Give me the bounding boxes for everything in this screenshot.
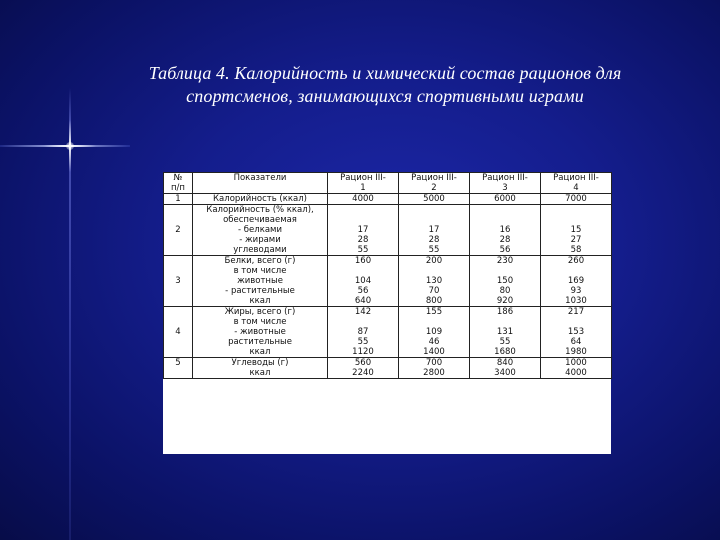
header-ration-cell bbox=[470, 173, 541, 194]
cell-line: 93 bbox=[570, 286, 582, 296]
cell-line: Показатели bbox=[233, 173, 287, 183]
value-cell bbox=[470, 194, 541, 205]
cell-line: 28 bbox=[499, 235, 511, 245]
value-cell bbox=[399, 194, 470, 205]
cell-line: Жиры, всего (г) bbox=[224, 307, 296, 317]
cell-line: Рацион III- bbox=[411, 173, 457, 183]
cell-line: 64 bbox=[570, 337, 582, 347]
cell-line: 80 bbox=[499, 286, 511, 296]
cell-line: ккал bbox=[249, 347, 271, 357]
indicator-cell bbox=[193, 194, 328, 205]
cell-line: Рацион III- bbox=[482, 173, 528, 183]
cell-line bbox=[164, 307, 192, 317]
row-number-cell bbox=[164, 256, 193, 307]
cell-line bbox=[164, 245, 192, 255]
cell-line: 1 bbox=[175, 194, 181, 204]
table-row bbox=[164, 194, 612, 205]
cell-line: 5 bbox=[175, 358, 181, 368]
value-cell bbox=[328, 205, 399, 256]
cell-line: Калорийность (% ккал), bbox=[206, 205, 314, 215]
cell-line: - белками bbox=[238, 225, 282, 235]
cell-line: 46 bbox=[428, 337, 440, 347]
cell-line bbox=[164, 347, 192, 357]
cell-line: 56 bbox=[499, 245, 511, 255]
value-cell bbox=[328, 307, 399, 358]
value-cell bbox=[399, 205, 470, 256]
value-cell bbox=[399, 256, 470, 307]
cell-line: 7000 bbox=[565, 194, 587, 204]
cell-line: 55 bbox=[499, 337, 511, 347]
cell-line: 131 bbox=[496, 327, 514, 337]
cell-line: в том числе bbox=[233, 266, 287, 276]
cell-line: ккал bbox=[249, 296, 271, 306]
cell-line: 87 bbox=[357, 327, 369, 337]
row-number-cell bbox=[164, 194, 193, 205]
cell-line: 27 bbox=[570, 235, 582, 245]
cell-line: 2240 bbox=[352, 368, 374, 378]
cell-line: 4 bbox=[175, 327, 181, 337]
cell-line: 186 bbox=[496, 307, 514, 317]
cell-line: 155 bbox=[425, 307, 443, 317]
cell-line bbox=[164, 235, 192, 245]
cell-line: 3400 bbox=[494, 368, 516, 378]
row-number-cell bbox=[164, 205, 193, 256]
cell-line bbox=[164, 337, 192, 347]
cell-line: 200 bbox=[425, 256, 443, 266]
table-row bbox=[164, 307, 612, 358]
cell-line: - растительные bbox=[225, 286, 295, 296]
cell-line: 1 bbox=[360, 183, 366, 193]
value-cell bbox=[328, 256, 399, 307]
cell-line: 6000 bbox=[494, 194, 516, 204]
table-row bbox=[164, 256, 612, 307]
cell-line bbox=[399, 317, 469, 327]
table-row bbox=[164, 205, 612, 256]
cell-line: 1680 bbox=[494, 347, 516, 357]
cell-line bbox=[541, 215, 611, 225]
cell-line bbox=[164, 205, 192, 215]
cell-line: 920 bbox=[496, 296, 514, 306]
cell-line bbox=[164, 296, 192, 306]
value-cell bbox=[541, 358, 612, 379]
cell-line: ккал bbox=[249, 368, 271, 378]
cell-line: п/п bbox=[171, 183, 185, 193]
value-cell bbox=[470, 256, 541, 307]
cell-line: Рацион III- bbox=[553, 173, 599, 183]
cell-line: 1000 bbox=[565, 358, 587, 368]
cell-line: 3 bbox=[502, 183, 508, 193]
cell-line: 109 bbox=[425, 327, 443, 337]
header-ration-cell bbox=[541, 173, 612, 194]
cell-line: 58 bbox=[570, 245, 582, 255]
cell-line bbox=[164, 317, 192, 327]
cell-line bbox=[164, 256, 192, 266]
cell-line: 150 bbox=[496, 276, 514, 286]
row-number-cell bbox=[164, 358, 193, 379]
table-row bbox=[164, 358, 612, 379]
value-cell bbox=[470, 205, 541, 256]
value-cell bbox=[399, 358, 470, 379]
cell-line: 28 bbox=[428, 235, 440, 245]
cell-line: 2 bbox=[431, 183, 437, 193]
cell-line bbox=[541, 317, 611, 327]
cell-line: 55 bbox=[357, 337, 369, 347]
cell-line bbox=[470, 317, 540, 327]
value-cell bbox=[470, 358, 541, 379]
cell-line: 4000 bbox=[565, 368, 587, 378]
cell-line: Рацион III- bbox=[340, 173, 386, 183]
cell-line: 17 bbox=[428, 225, 440, 235]
cell-line: 4000 bbox=[352, 194, 374, 204]
cell-line: Калорийность (ккал) bbox=[213, 194, 307, 204]
cell-line bbox=[164, 286, 192, 296]
cell-line: 16 bbox=[499, 225, 511, 235]
cell-line: 840 bbox=[496, 358, 514, 368]
cell-line: 1120 bbox=[352, 347, 374, 357]
slide-title: Таблица 4. Калорийность и химический состав рационов для спортсменов, занимающихся спортивными играми bbox=[148, 63, 622, 106]
ration-table bbox=[163, 172, 612, 379]
header-ration-cell bbox=[328, 173, 399, 194]
cell-line: Белки, всего (г) bbox=[224, 256, 296, 266]
cell-line: 230 bbox=[496, 256, 514, 266]
header-number-cell bbox=[164, 173, 193, 194]
cell-line: 160 bbox=[354, 256, 372, 266]
cell-line: 4 bbox=[573, 183, 579, 193]
cell-line bbox=[399, 215, 469, 225]
cell-line bbox=[328, 215, 398, 225]
cell-line: 700 bbox=[425, 358, 443, 368]
cell-line bbox=[164, 368, 192, 378]
row-number-cell bbox=[164, 307, 193, 358]
cell-line: 17 bbox=[357, 225, 369, 235]
cell-line: 217 bbox=[567, 307, 585, 317]
value-cell bbox=[328, 358, 399, 379]
value-cell bbox=[541, 307, 612, 358]
cell-line: 28 bbox=[357, 235, 369, 245]
cell-line: 55 bbox=[428, 245, 440, 255]
value-cell bbox=[541, 205, 612, 256]
cell-line: 1030 bbox=[565, 296, 587, 306]
cell-line: 800 bbox=[425, 296, 443, 306]
value-cell bbox=[328, 194, 399, 205]
cell-line bbox=[470, 215, 540, 225]
cell-line bbox=[470, 266, 540, 276]
cell-line: 560 bbox=[354, 358, 372, 368]
cell-line bbox=[328, 266, 398, 276]
value-cell bbox=[541, 194, 612, 205]
indicator-cell bbox=[193, 307, 328, 358]
header-ration-cell bbox=[399, 173, 470, 194]
cell-line bbox=[541, 205, 611, 215]
cell-line bbox=[399, 205, 469, 215]
cell-line: растительные bbox=[228, 337, 292, 347]
cell-line: 55 bbox=[357, 245, 369, 255]
value-cell bbox=[399, 307, 470, 358]
cell-line: № bbox=[173, 173, 183, 183]
indicator-cell bbox=[193, 256, 328, 307]
cell-line: - жирами bbox=[239, 235, 281, 245]
value-cell bbox=[541, 256, 612, 307]
indicator-cell bbox=[193, 205, 328, 256]
indicator-cell bbox=[193, 358, 328, 379]
table-header-row bbox=[164, 173, 612, 194]
cell-line: 15 bbox=[570, 225, 582, 235]
cell-line: в том числе bbox=[233, 317, 287, 327]
cell-line bbox=[541, 266, 611, 276]
cell-line: 104 bbox=[354, 276, 372, 286]
cell-line: 130 bbox=[425, 276, 443, 286]
cell-line: 153 bbox=[567, 327, 585, 337]
cell-line: 169 bbox=[567, 276, 585, 286]
cell-line bbox=[328, 317, 398, 327]
cell-line: 2800 bbox=[423, 368, 445, 378]
cell-line bbox=[399, 266, 469, 276]
cell-line bbox=[328, 205, 398, 215]
cell-line: животные bbox=[237, 276, 283, 286]
ration-table-container bbox=[163, 172, 611, 454]
cell-line bbox=[470, 205, 540, 215]
cell-line bbox=[164, 266, 192, 276]
cell-line: 142 bbox=[354, 307, 372, 317]
cell-line: 260 bbox=[567, 256, 585, 266]
cell-line: 2 bbox=[175, 225, 181, 235]
cell-line: 640 bbox=[354, 296, 372, 306]
cell-line: 70 bbox=[428, 286, 440, 296]
cell-line: 1980 bbox=[565, 347, 587, 357]
cell-line: Углеводы (г) bbox=[231, 358, 289, 368]
cell-line: 1400 bbox=[423, 347, 445, 357]
cell-line: 3 bbox=[175, 276, 181, 286]
header-indicator-cell bbox=[193, 173, 328, 194]
cell-line bbox=[164, 215, 192, 225]
cell-line: обеспечиваемая bbox=[223, 215, 297, 225]
cell-line: 5000 bbox=[423, 194, 445, 204]
cell-line: углеводами bbox=[233, 245, 287, 255]
value-cell bbox=[470, 307, 541, 358]
cell-line: - животные bbox=[234, 327, 286, 337]
sparkle-icon bbox=[44, 120, 96, 172]
cell-line: 56 bbox=[357, 286, 369, 296]
